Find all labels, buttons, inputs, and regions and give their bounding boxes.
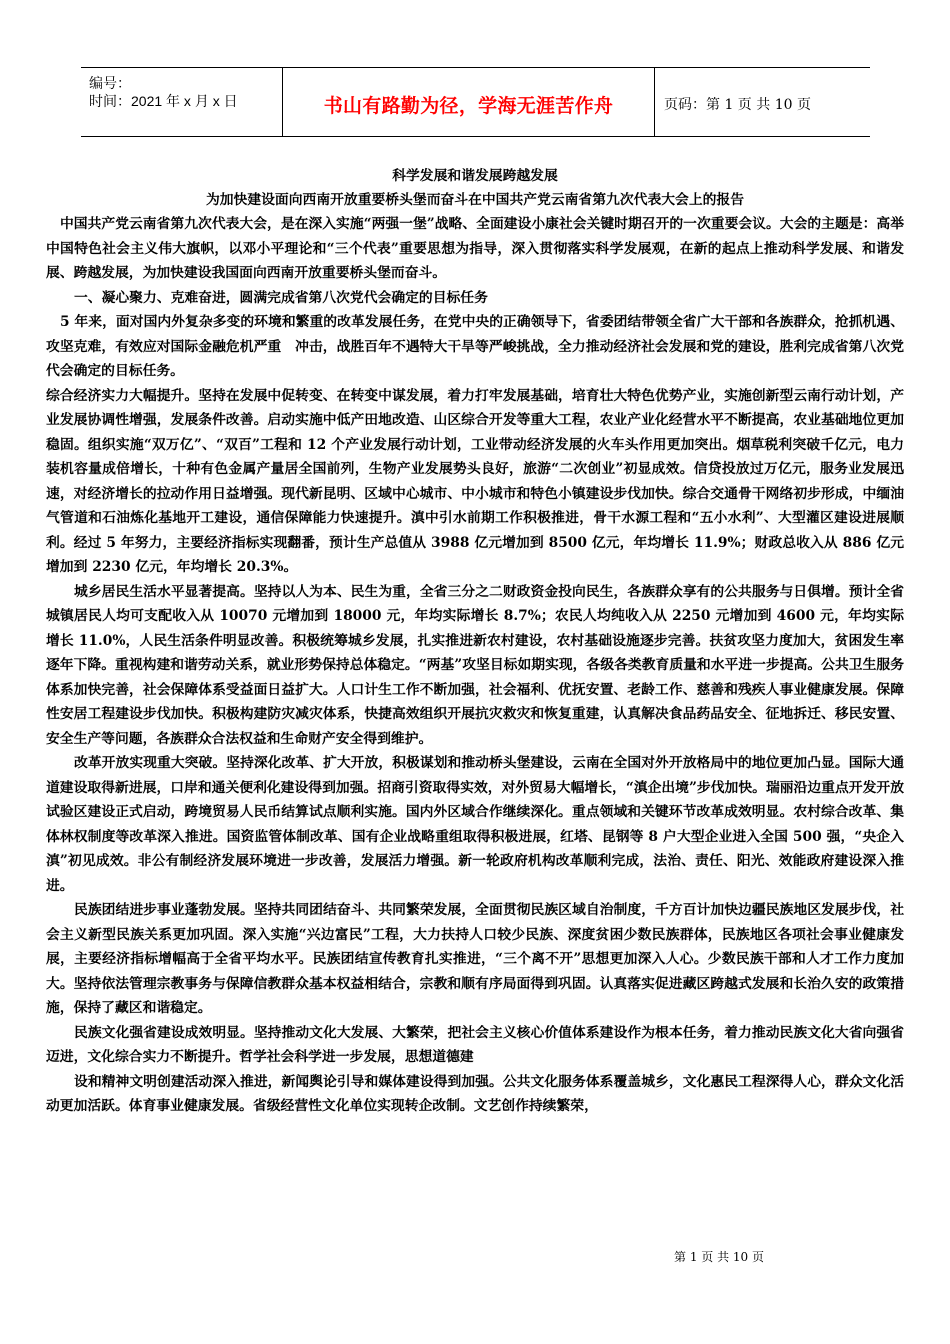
header-page-cell	[654, 68, 870, 136]
paragraph: 中国共产党云南省第九次代表大会，是在深入实施“两强一堡”战略、全面建设小康社会关键时期召开的一次重要会议。大会的主题是：高举中国特色社会主义伟大旗帜，以邓小平理论和“三个代表”重要思想为指导，深入贯彻落实科学发展观，在新的起点上推动科学发展、和谐发展、跨越发展，为加快建设我国面向西南开放重要桥头堡而奋斗。	[46, 216, 904, 281]
date-text: 时间：2021 年 x 月 x 日	[89, 93, 238, 109]
document-subtitle: 为加快建设面向西南开放重要桥头堡而奋斗在中国共产党云南省第九次代表大会上的报告	[205, 192, 745, 208]
header-motto-cell	[282, 68, 655, 136]
paragraph: 民族文化强省建设成效明显。坚持推动文化大发展、大繁荣，把社会主义核心价值体系建设作为根本任务，着力推动民族文化大省向强省迈进，文化综合实力不断提升。哲学社会科学进一步发展，思想道德建	[46, 1024, 904, 1065]
footer-page-number: 第 1 页 共 10 页	[674, 1250, 764, 1264]
document-title: 科学发展和谐发展跨越发展	[392, 168, 558, 184]
paragraph: 5 年来，面对国内外复杂多变的环境和繁重的改革发展任务，在党中央的正确领导下，省委团结带领全省广大干部和各族群众，抢抓机遇、攻坚克难，有效应对国际金融危机严重 冲击，战胜百年不遇特大干旱等严峻挑战，全力推动经济社会发展和党的建设，胜利完成省第八次党代会确定的目标任务。	[46, 314, 904, 379]
paragraph: 民族团结进步事业蓬勃发展。坚持共同团结奋斗、共同繁荣发展，全面贯彻民族区域自治制度，千方百计加快边疆民族地区发展步伐，社会主义新型民族关系更加巩固。深入实施“兴边富民”工程，大力扶持人口较少民族、深度贫困少数民族群体，民族地区各项社会事业健康发展，主要经济指标增幅高于全省平均水平。民族团结宣传教育扎实推进，“三个离不开”思想更加深入人心。少数民族干部和人才工作力度加大。坚持依法管理宗教事务与保障信教群众基本权益相结合，宗教和顺有序局面得到巩固。认真落实促进藏区跨越式发展和长治久安的政策措施，保持了藏区和谐稳定。	[46, 902, 904, 1016]
header-table	[81, 67, 870, 137]
header-info-cell	[81, 68, 281, 136]
document-body	[46, 164, 904, 1119]
paragraph: 设和精神文明创建活动深入推进，新闻舆论引导和媒体建设得到加强。公共文化服务体系覆盖城乡，文化惠民工程深得人心，群众文化活动更加活跃。体育事业健康发展。省级经营性文化单位实现转企改制。文艺创作持续繁荣，	[46, 1073, 904, 1114]
number-label: 编号：	[89, 75, 131, 91]
paragraph: 改革开放实现重大突破。坚持深化改革、扩大开放，积极谋划和推动桥头堡建设，云南在全国对外开放格局中的地位更加凸显。国际大通道建设取得新进展，口岸和通关便利化建设得到加强。招商引资取得实效，对外贸易大幅增长，“滇企出境”步伐加快。瑞丽沿边重点开发开放试验区建设正式启动，跨境贸易人民币结算试点顺利实施。国内外区域合作继续深化。重点领域和关键环节改革成效明显。农村综合改革、集体林权制度等改革深入推进。国资监管体制改革、国有企业战略重组取得积极进展，红塔、昆钢等 8 户大型企业进入全国 500 强，“央企入滇”初见成效。非公有制经济发展环境进一步改善，发展活力增强。新一轮政府机构改革顺利完成，法治、责任、阳光、效能政府建设深入推进。	[46, 755, 904, 894]
paragraph: 城乡居民生活水平显著提高。坚持以人为本、民生为重，全省三分之二财政资金投向民生，各族群众享有的公共服务与日俱增。预计全省城镇居民人均可支配收入从 10070 元增加到 18000 元，年均实际增长 8.7%；农民人均纯收入从 2250 元增加到 4600 元，年均实际增长 11.0%，人民生活条件明显改善。积极统筹城乡发展，扎实推进新农村建设，农村基础设施逐步完善。扶贫攻坚力度加大，贫困发生率逐年下降。重视构建和谐劳动关系，就业形势保持总体稳定。“两基”攻坚目标如期实现，各级各类教育质量和水平进一步提高。公共卫生服务体系加快完善，社会保障体系受益面日益扩大。人口计生工作不断加强，社会福利、优抚安置、老龄工作、慈善和残疾人事业健康发展。保障性安居工程建设步伐加快。积极构建防灾减灾体系，快捷高效组织开展抗灾救灾和恢复重建，认真解决食品药品安全、征地拆迁、移民安置、安全生产等问题，各族群众合法权益和生命财产安全得到维护。	[46, 583, 904, 747]
section-heading: 一、凝心聚力、克难奋进，圆满完成省第八次党代会确定的目标任务	[74, 289, 488, 306]
footer-page-number-container	[0, 1248, 950, 1265]
motto-text: 书山有路勤为径，学海无涯苦作舟	[323, 95, 614, 117]
page-code: 页码：第 1 页 共 10 页	[664, 97, 811, 113]
paragraph: 综合经济实力大幅提升。坚持在发展中促转变、在转变中谋发展，着力打牢发展基础，培育壮大特色优势产业，实施创新型云南行动计划，产业发展协调性增强，发展条件改善。启动实施中低产田地改造、山区综合开发等重大工程，农业产业化经营水平不断提高，农业基础地位更加稳固。组织实施“双万亿”、“双百”工程和 12 个产业发展行动计划，工业带动经济发展的火车头作用更加突出。烟草税利突破千亿元，电力装机容量成倍增长，十种有色金属产量居全国前列，生物产业发展势头良好，旅游“二次创业”初显成效。信贷投放过万亿元，服务业发展迅速，对经济增长的拉动作用日益增强。现代新昆明、区域中心城市、中小城市和特色小镇建设步伐加快。综合交通骨干网络初步形成，中缅油气管道和石油炼化基地开工建设，通信保障能力快速提升。滇中引水前期工作积极推进，骨干水源工程和“五小水利”、大型灌区建设进展顺利。经过 5 年努力，主要经济指标实现翻番，预计生产总值从 3988 亿元增加到 8500 亿元，年均增长 11.9%；财政总收入从 886 亿元增加到 2230 亿元，年均增长 20.3%。	[46, 387, 904, 575]
